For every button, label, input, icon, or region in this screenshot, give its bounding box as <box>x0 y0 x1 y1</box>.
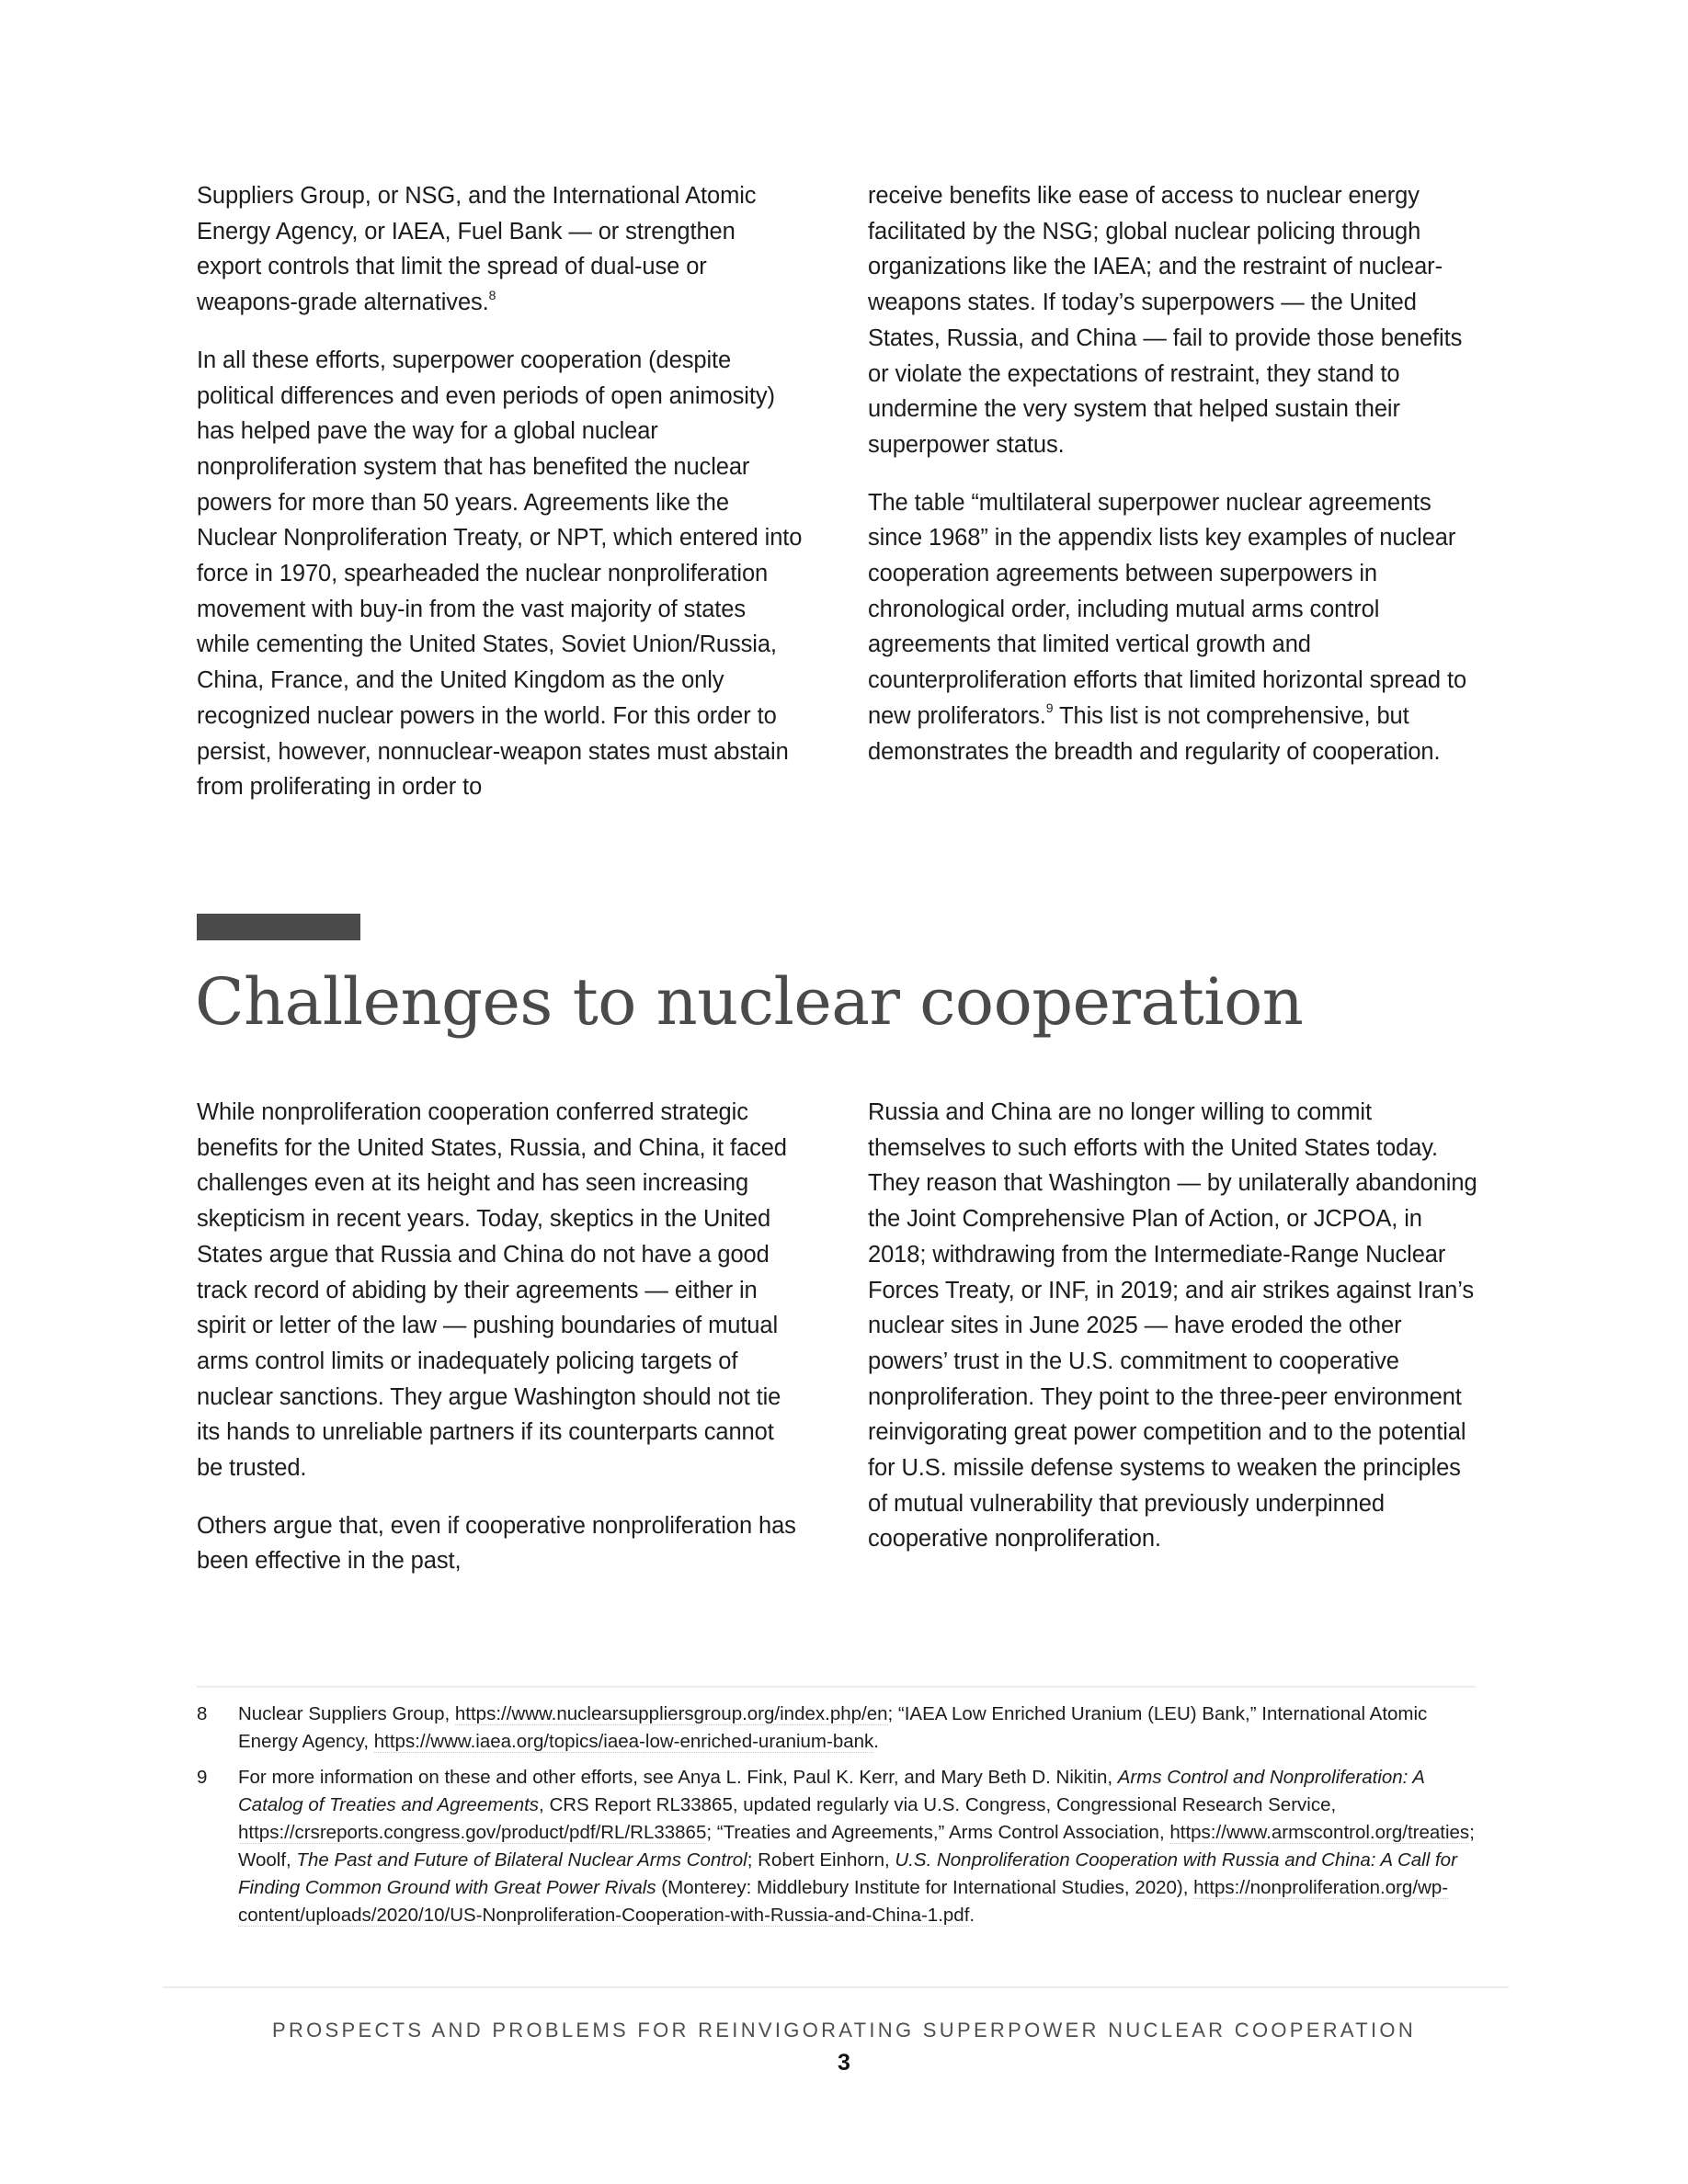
section-heading: Challenges to nuclear cooperation <box>195 964 1304 1040</box>
footnote-ref[interactable]: 8 <box>488 287 496 302</box>
footnote-link[interactable]: https://crsreports.congress.gov/product/pdf/RL/RL33865 <box>238 1822 707 1843</box>
footnote-text-segment: ; Robert Einhorn, <box>747 1849 895 1871</box>
footnote-text <box>238 1701 1476 1756</box>
footnote-ref[interactable]: 9 <box>1045 700 1054 716</box>
section1-right-column <box>868 178 1479 791</box>
paragraph: Others argue that, even if cooperative nonproliferation has been effective in the past, <box>197 1512 796 1575</box>
footer-divider <box>163 1986 1509 1988</box>
footnote-number: 9 <box>197 1767 208 1788</box>
footnote-text-segment: ; “IAEA Low Enriched Uranium (LEU) Bank,” International Atomic Energy Agency, <box>238 1703 1428 1752</box>
paragraph: Russia and China are no longer willing to commit themselves to such efforts with the United States today. They reason that Washington — by unilaterally abandoning the Joint Comprehensive Plan of Action, or JCPOA, in 2018; withdrawing from the Intermediate-Range Nuclear Forces Treaty, or INF, in 2019; and air strikes against Iran’s nuclear sites in June 2025 — have eroded the other powers’ trust in the U.S. commitment to cooperative nonproliferation. They point to the three-peer environment reinvigorating great power competition and to the potential for U.S. missile defense systems to weaken the principles of mutual vulnerability that previously underpinned cooperative nonproliferation. <box>868 1099 1477 1553</box>
footnote-text-segment: . <box>969 1905 975 1926</box>
cited-title: Arms Control and Nonproliferation: A Catalog of Treaties and Agreements <box>238 1767 1425 1815</box>
section1-left-column <box>197 178 804 827</box>
footnote-text <box>238 1764 1476 1929</box>
footnotes <box>197 1701 1476 1938</box>
footnote-link[interactable]: https://www.nuclearsuppliersgroup.org/index.php/en <box>454 1703 888 1724</box>
cited-title: The Past and Future of Bilateral Nuclear Arms Control <box>296 1849 747 1871</box>
section2-left-column <box>197 1095 804 1601</box>
paragraph: The table “multilateral superpower nuclear agreements since 1968” in the appendix lists key examples of nuclear cooperation agreements between superpowers in chronological order, including mutual arms control agreements that limited vertical growth and counterproliferation efforts that limited horizontal spread to new proliferators.$^9$ This list is not comprehensive, but demonstrates the breadth and regularity of cooperation. <box>868 489 1467 765</box>
paragraph: receive benefits like ease of access to nuclear energy facilitated by the NSG; global nuclear policing through organizations like the IAEA; and the restraint of nuclear-weapons states. If today’s superpowers — the United States, Russia, and China — fail to provide those benefits or violate the expectations of restraint, they stand to undermine the very system that helped sustain their superpower status. <box>868 183 1463 458</box>
footnote-link[interactable]: https://www.armscontrol.org/treaties <box>1169 1822 1470 1843</box>
paragraph: While nonproliferation cooperation conferred strategic benefits for the United States, Russia, and China, it faced challenges even at its height and has seen increasing skepticism in recent years. Today, skeptics in the United States argue that Russia and China do not have a good track record of abiding by their agreements — either in spirit or letter of the law — pushing boundaries of mutual arms control limits or inadequately policing targets of nuclear sanctions. They argue Washington should not tie its hands to unreliable partners if its counterparts cannot be trusted. <box>197 1099 787 1482</box>
section-heading-accent-bar <box>197 914 360 940</box>
footnote-link[interactable]: https://nonproliferation.org/wp-content/uploads/2020/10/US-Nonproliferation-Cooperation-with-Russia-and-China-1.pdf <box>238 1877 1449 1926</box>
footnote-text-segment: For more information on these and other efforts, see Anya L. Fink, Paul K. Kerr, and Mary Beth D. Nikitin, <box>238 1767 1118 1788</box>
footnote-text-segment: Nuclear Suppliers Group, <box>238 1703 455 1724</box>
footnote-number: 8 <box>197 1703 208 1724</box>
footnotes-divider <box>197 1686 1476 1688</box>
paragraph: In all these efforts, superpower cooperation (despite political differences and even periods of open animosity) has helped pave the way for a global nuclear nonproliferation system that has benefited the nuclear powers for more than 50 years. Agreements like the Nuclear Nonproliferation Treaty, or NPT, which entered into force in 1970, spearheaded the nuclear nonproliferation movement with buy-in from the vast majority of states while cementing the United States, Soviet Union/Russia, China, France, and the United Kingdom as the only recognized nuclear powers in the world. For this order to persist, however, nonnuclear-weapon states must abstain from proliferating in order to <box>197 347 803 801</box>
running-footer-title: PROSPECTS AND PROBLEMS FOR REINVIGORATING SUPERPOWER NUCLEAR COOPERATION <box>271 2019 1417 2042</box>
paragraph: Suppliers Group, or NSG, and the International Atomic Energy Agency, or IAEA, Fuel Bank — or strengthen export controls that limit the spread of dual-use or weapons-grade alternatives.$^8$ <box>197 183 757 316</box>
footnote-text-segment: (Monterey: Middlebury Institute for International Studies, 2020), <box>656 1877 1194 1898</box>
footnote-text-segment: ; Woolf, <box>238 1822 1475 1871</box>
footnote-text-segment: . <box>873 1731 879 1752</box>
footnote-link[interactable]: https://www.iaea.org/topics/iaea-low-enriched-uranium-bank <box>373 1731 874 1752</box>
footnote-text-segment: , CRS Report RL33865, updated regularly via U.S. Congress, Congressional Research Service, <box>539 1794 1337 1815</box>
section2-right-column <box>868 1095 1479 1579</box>
footnote-text-segment: ; “Treaties and Agreements,” Arms Control Association, <box>706 1822 1170 1843</box>
footnote-item <box>197 1701 1476 1756</box>
cited-title: U.S. Nonproliferation Cooperation with Russia and China: A Call for Finding Common Ground with Great Power Rivals <box>238 1849 1457 1898</box>
footnote-item <box>197 1764 1476 1929</box>
page-number: 3 <box>838 2050 850 2076</box>
